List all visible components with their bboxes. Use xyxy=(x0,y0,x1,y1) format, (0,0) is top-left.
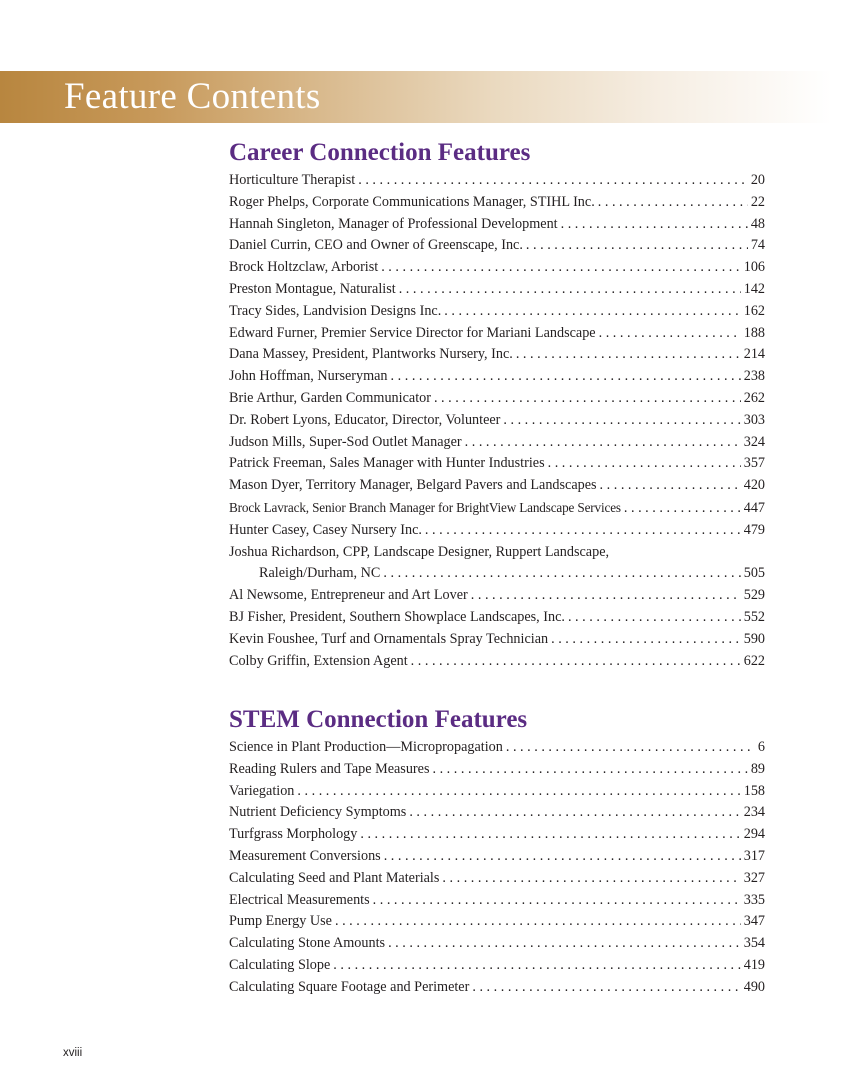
toc-entry[interactable] xyxy=(229,585,765,607)
entry-title: Colby Griffin, Extension Agent xyxy=(229,652,408,669)
leader-dots xyxy=(472,977,740,999)
entry-page: 142 xyxy=(743,280,765,297)
leader-dots xyxy=(373,890,741,912)
leader-dots xyxy=(360,824,740,846)
entry-title: Nutrient Deficiency Symptoms xyxy=(229,804,407,821)
leader-dots xyxy=(381,257,741,279)
entry-title: Patrick Freeman, Sales Manager with Hunter Industries xyxy=(229,455,545,472)
toc-entry[interactable] xyxy=(229,235,765,257)
entry-title: Calculating Slope xyxy=(229,956,331,973)
toc-entry[interactable] xyxy=(229,955,765,977)
toc-entry[interactable] xyxy=(229,432,765,454)
entry-title: Edward Furner, Premier Service Director for Mariani Landscape xyxy=(229,324,596,341)
toc-entry[interactable] xyxy=(229,651,765,673)
toc-entry[interactable] xyxy=(229,388,765,410)
leader-dots xyxy=(471,585,741,607)
leader-dots xyxy=(358,170,748,192)
toc-entry[interactable] xyxy=(229,781,765,803)
leader-dots xyxy=(434,388,741,410)
leader-dots xyxy=(399,279,741,301)
entry-title: Calculating Square Footage and Perimeter xyxy=(229,978,470,995)
toc-entry[interactable] xyxy=(229,542,765,586)
entry-page: 419 xyxy=(743,956,765,973)
toc-entry[interactable] xyxy=(229,475,765,497)
toc-entry[interactable] xyxy=(229,607,765,629)
entry-title: Daniel Currin, CEO and Owner of Greenscape, Inc. xyxy=(229,237,523,254)
leader-dots xyxy=(548,453,741,475)
entry-page: 20 xyxy=(750,172,765,188)
leader-dots xyxy=(568,607,741,629)
entry-title: Turfgrass Morphology xyxy=(229,826,358,843)
toc-entry[interactable] xyxy=(229,802,765,824)
career-list xyxy=(229,170,765,672)
entry-title: Electrical Measurements xyxy=(229,891,370,908)
leader-dots xyxy=(506,737,755,759)
entry-title: Hunter Casey, Casey Nursery Inc. xyxy=(229,521,422,538)
entry-title: Dr. Robert Lyons, Educator, Director, Volunteer xyxy=(229,411,501,428)
toc-entry[interactable] xyxy=(229,192,765,214)
toc-entry[interactable] xyxy=(229,824,765,846)
leader-dots xyxy=(600,475,741,497)
leader-dots xyxy=(598,192,748,214)
stem-heading: STEM Connection Features xyxy=(229,706,528,733)
entry-title: Measurement Conversions xyxy=(229,847,381,864)
entry-title: Calculating Stone Amounts xyxy=(229,935,386,952)
toc-entry[interactable] xyxy=(229,497,765,520)
toc-entry[interactable] xyxy=(229,890,765,912)
entry-page: 106 xyxy=(743,259,765,276)
toc-entry[interactable] xyxy=(229,911,765,933)
entry-title: Brock Holtzclaw, Arborist xyxy=(229,259,379,276)
leader-dots xyxy=(526,235,748,257)
entry-title: Calculating Seed and Plant Materials xyxy=(229,869,440,886)
toc-entry[interactable] xyxy=(229,366,765,388)
entry-page: 317 xyxy=(743,847,765,864)
leader-dots xyxy=(411,651,741,673)
leader-dots xyxy=(444,301,740,323)
leader-dots xyxy=(442,868,740,890)
entry-page: 357 xyxy=(743,455,765,472)
entry-title: Dana Massey, President, Plantworks Nursery, Inc. xyxy=(229,346,513,363)
entry-title: Judson Mills, Super-Sod Outlet Manager xyxy=(229,433,462,450)
career-section xyxy=(229,138,765,672)
entry-page: 303 xyxy=(743,411,765,428)
toc-entry[interactable] xyxy=(229,170,765,192)
leader-dots xyxy=(551,629,741,651)
entry-title-continued: Raleigh/Durham, NC xyxy=(259,565,381,582)
toc-entry[interactable] xyxy=(229,214,765,236)
entry-page: 234 xyxy=(743,804,765,821)
entry-title: Roger Phelps, Corporate Communications Manager, STIHL Inc. xyxy=(229,193,595,210)
entry-page: 354 xyxy=(743,935,765,952)
entry-title: Preston Montague, Naturalist xyxy=(229,280,396,297)
toc-entry[interactable] xyxy=(229,868,765,890)
page-title: Feature Contents xyxy=(64,76,321,117)
entry-page: 590 xyxy=(743,630,765,647)
toc-entry[interactable] xyxy=(229,520,765,542)
entry-page: 262 xyxy=(743,389,765,406)
leader-dots xyxy=(561,214,748,236)
entry-page: 48 xyxy=(750,215,765,232)
leader-dots xyxy=(297,781,740,803)
entry-page: 188 xyxy=(743,324,765,341)
leader-dots xyxy=(425,520,741,542)
page-number: xviii xyxy=(63,1047,83,1059)
entry-page: 490 xyxy=(743,978,765,995)
entry-page: 6 xyxy=(757,739,765,755)
entry-title: Hannah Singleton, Manager of Professional Development xyxy=(229,215,558,232)
entry-title: Pump Energy Use xyxy=(229,913,332,930)
title-banner xyxy=(0,71,849,123)
leader-dots xyxy=(383,563,740,585)
leader-dots xyxy=(384,846,741,868)
toc-entry[interactable] xyxy=(229,279,765,301)
entry-page: 420 xyxy=(743,477,765,494)
toc-entry[interactable] xyxy=(229,933,765,955)
entry-title: Tracy Sides, Landvision Designs Inc. xyxy=(229,302,442,319)
toc-entry[interactable] xyxy=(229,629,765,651)
entry-title: Al Newsome, Entrepreneur and Art Lover xyxy=(229,587,468,604)
toc-entry[interactable] xyxy=(229,453,765,475)
entry-page: 22 xyxy=(750,193,765,210)
entry-page: 238 xyxy=(743,368,765,385)
entry-page: 324 xyxy=(743,433,765,450)
entry-title: Kevin Foushee, Turf and Ornamentals Spray Technician xyxy=(229,630,549,647)
entry-page: 552 xyxy=(743,608,765,625)
toc-entry[interactable] xyxy=(229,301,765,323)
toc-entry[interactable] xyxy=(229,344,765,366)
toc-entry[interactable] xyxy=(229,410,765,432)
leader-dots xyxy=(432,759,747,781)
toc-entry[interactable] xyxy=(229,846,765,868)
entry-title: Horticulture Therapist xyxy=(229,172,356,188)
entry-page: 74 xyxy=(750,237,765,254)
entry-page: 335 xyxy=(743,891,765,908)
entry-page: 505 xyxy=(743,565,765,582)
entry-page: 89 xyxy=(750,760,765,777)
career-heading: Career Connection Features xyxy=(229,139,531,166)
leader-dots xyxy=(503,410,740,432)
leader-dots xyxy=(388,933,741,955)
stem-list xyxy=(229,737,765,999)
entry-title: Mason Dyer, Territory Manager, Belgard Pavers and Landscapes xyxy=(229,477,597,494)
leader-dots xyxy=(391,366,741,388)
stem-section xyxy=(229,705,765,999)
entry-title: Brie Arthur, Garden Communicator xyxy=(229,389,431,406)
entry-page: 622 xyxy=(743,652,765,669)
entry-page: 327 xyxy=(743,869,765,886)
entry-page: 347 xyxy=(743,913,765,930)
leader-dots xyxy=(465,432,741,454)
entry-title: BJ Fisher, President, Southern Showplace Landscapes, Inc. xyxy=(229,608,565,625)
leader-dots xyxy=(335,911,741,933)
entry-page: 447 xyxy=(743,499,765,516)
entry-page: 294 xyxy=(743,826,765,843)
toc-entry[interactable] xyxy=(229,737,765,759)
entry-title: Joshua Richardson, CPP, Landscape Designer, Ruppert Landscape, xyxy=(229,543,610,560)
entry-page: 479 xyxy=(743,521,765,538)
entry-title: Reading Rulers and Tape Measures xyxy=(229,760,430,777)
leader-dots xyxy=(409,802,740,824)
entry-title: Science in Plant Production—Micropropagation xyxy=(229,739,503,755)
entry-page: 162 xyxy=(743,302,765,319)
entry-title: John Hoffman, Nurseryman xyxy=(229,368,388,385)
toc-entry[interactable] xyxy=(229,323,765,345)
entry-title: Brock Lavrack, Senior Branch Manager for BrightView Landscape Services xyxy=(229,499,621,515)
leader-dots xyxy=(624,498,741,520)
toc-entry[interactable] xyxy=(229,759,765,781)
toc-entry[interactable] xyxy=(229,257,765,279)
entry-title: Variegation xyxy=(229,782,295,799)
entry-page: 529 xyxy=(743,587,765,604)
entry-page: 158 xyxy=(743,782,765,799)
entry-page: 214 xyxy=(743,346,765,363)
leader-dots xyxy=(516,344,741,366)
leader-dots xyxy=(333,955,740,977)
leader-dots xyxy=(599,323,741,345)
toc-entry[interactable] xyxy=(229,977,765,999)
